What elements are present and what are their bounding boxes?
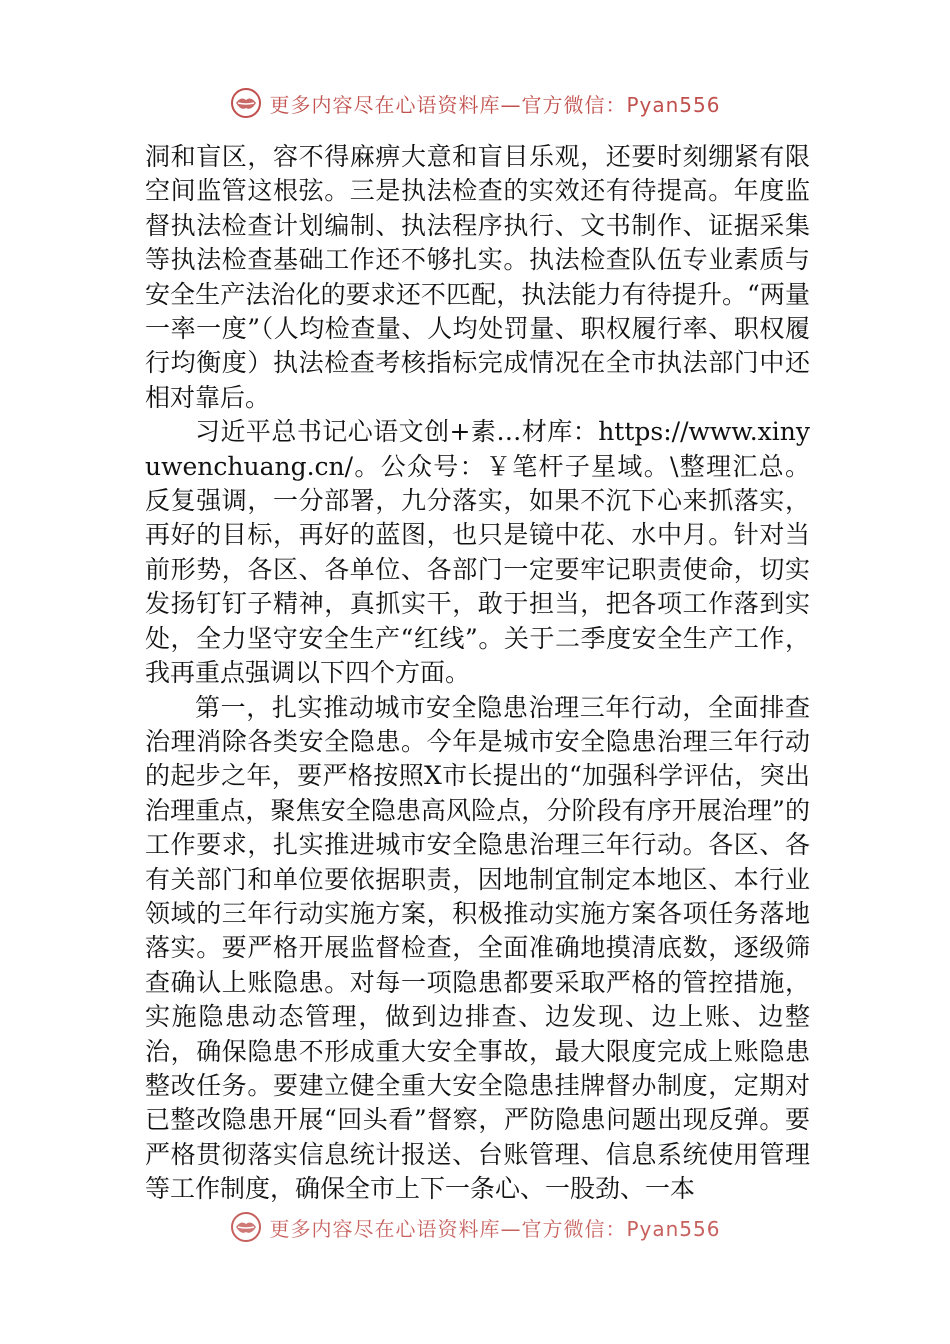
paragraph: 洞和盲区，容不得麻痹大意和盲目乐观，还要时刻绷紧有限空间监管这根弦。三是执法检查的实效还有待提高。年度监督执法检查计划编制、执法程序执行、文书制作、证据采集等执法检查基础工作还不够扎实。执法检查队伍专业素质与安全生产法治化的要求还不匹配，执法能力有待提升。“两量一率一度”（人均检查量、人均处罚量、职权履行率、职权履行均衡度）执法检查考核指标完成情况在全市执法部门中还相对靠后。 [145,142,810,412]
lips-logo-icon [229,1210,263,1244]
document-body [145,140,810,1207]
paragraph: 第一，扎实推动城市安全隐患治理三年行动，全面排查治理消除各类安全隐患。今年是城市安全隐患治理三年行动的起步之年，要严格按照X市长提出的“加强科学评估，突出治理重点，聚焦安全隐患高风险点，分阶段有序开展治理”的工作要求，扎实推进城市安全隐患治理三年行动。各区、各有关部门和单位要依据职责，因地制宜制定本地区、本行业领域的三年行动实施方案，积极推动实施方案各项任务落地落实。要严格开展监督检查，全面准确地摸清底数，逐级筛查确认上账隐患。对每一项隐患都要采取严格的管控措施，实施隐患动态管理，做到边排查、边发现、边上账、边整治，确保隐患不形成重大安全事故，最大限度完成上账隐患整改任务。要建立健全重大安全隐患挂牌督办制度，定期对已整改隐患开展“回头看”督察，严防隐患问题出现反弹。要严格贯彻落实信息统计报送、台账管理、信息系统使用管理等工作制度，确保全市上下一条心、一股劲、一本 [145,692,810,1204]
watermark-text: 更多内容尽在心语资料库—官方微信：Pyan556 [269,1216,721,1241]
watermark-text: 更多内容尽在心语资料库—官方微信：Pyan556 [269,92,721,117]
paragraph: 习近平总书记心语文创+素…材库：https://www.xinyuwenchuang.cn/。公众号：￥笔杆子星域。\整理汇总。反复强调，一分部署，九分落实，如果不沉下心来抓落实，再好的目标，再好的蓝图，也只是镜中花、水中月。针对当前形势，各区、各单位、各部门一定要牢记职责使命，切实发扬钉钉子精神，真抓实干，敢于担当，把各项工作落到实处，全力坚守安全生产“红线”。关于二季度安全生产工作，我再重点强调以下四个方面。 [145,417,810,688]
lips-logo-icon [229,86,263,120]
watermark-footer [0,1208,950,1246]
watermark-header [0,84,950,122]
